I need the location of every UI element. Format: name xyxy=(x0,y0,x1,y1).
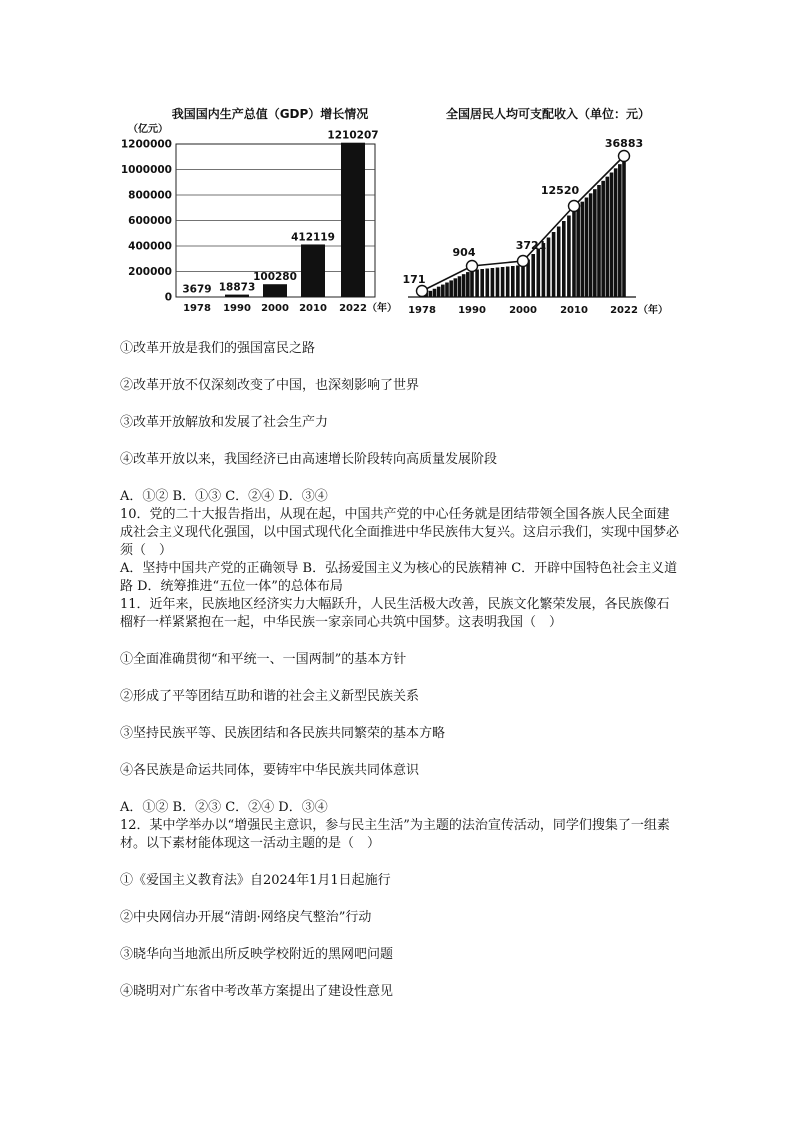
income-x-tick-label: 2010 xyxy=(560,305,588,316)
q11-option-1: ①全面准确贯彻“和平统一、一国两制”的基本方针 xyxy=(120,652,407,667)
income-year-bar xyxy=(470,270,474,297)
q9-option-3: ③改革开放解放和发展了社会生产力 xyxy=(120,415,329,430)
income-chart-title: 全国居民人均可支配收入（单位：元） xyxy=(445,107,651,121)
income-year-bar xyxy=(458,276,462,297)
income-year-bar xyxy=(606,177,610,297)
income-data-point xyxy=(417,286,428,297)
income-year-bar xyxy=(429,291,433,297)
q12-option-3: ③晓华向当地派出所反映学校附近的黑网吧问题 xyxy=(120,947,394,962)
income-year-bar xyxy=(501,267,505,297)
gdp-chart-title: 我国国内生产总值（GDP）增长情况 xyxy=(171,107,369,121)
income-year-bar xyxy=(572,210,576,297)
income-year-bar xyxy=(576,206,580,297)
income-year-bar xyxy=(441,285,445,297)
q9-option-1: ①改革开放是我们的强国富民之路 xyxy=(120,341,316,356)
income-year-bar xyxy=(601,181,605,297)
income-year-bar xyxy=(491,268,495,297)
income-x-tick-label: 1978 xyxy=(408,305,436,316)
question-12 xyxy=(120,817,680,1001)
income-data-point xyxy=(619,151,630,162)
gdp-bar xyxy=(263,284,287,297)
income-year-bar xyxy=(622,160,626,297)
q11-stem: 11．近年来，民族地区经济实力大幅跃升，人民生活极大改善，民族文化繁荣发展，各民族像石榴籽一样紧紧抱在一起，中华民族一家亲同心共筑中国梦。这表明我国（ ） xyxy=(120,597,670,630)
question-10 xyxy=(120,506,680,596)
income-data-label: 3721 xyxy=(515,239,547,252)
q12-option-1: ①《爱国主义教育法》自2024年1月1日起施行 xyxy=(120,873,391,888)
q10-stem: 10．党的二十大报告指出，从现在起，中国共产党的中心任务就是团结带领全国各族人民全面建成社会主义现代化强国，以中国式现代化全面推进中华民族伟大复兴。这启示我们，实现中国梦必须（ ） xyxy=(120,507,680,558)
gdp-bar-chart xyxy=(121,106,397,314)
q12-stem: 12．某中学举办以“增强民主意识，参与民主生活”为主题的法治宣传活动，同学们搜集了一组素材。以下素材能体现这一活动主题的是（ ） xyxy=(120,818,670,851)
income-year-bar xyxy=(486,269,490,298)
income-year-bar xyxy=(552,232,556,297)
income-year-bar xyxy=(618,164,622,297)
income-x-tick-label: 1990 xyxy=(458,305,486,316)
gdp-bar xyxy=(341,143,365,297)
gdp-x-tick-label: 2000 xyxy=(261,303,289,314)
income-year-bar xyxy=(506,267,510,298)
gdp-y-axis-label: （亿元） xyxy=(128,124,168,135)
income-year-bar xyxy=(480,269,484,297)
gdp-y-tick-label: 0 xyxy=(164,291,172,304)
q9-option-4: ④改革开放以来，我国经济已由高速增长阶段转向高质量发展阶段 xyxy=(120,452,498,467)
income-data-point xyxy=(569,201,580,212)
income-year-bar xyxy=(445,283,449,298)
income-year-bar xyxy=(581,202,585,297)
income-year-bar xyxy=(562,221,566,297)
gdp-data-label: 412119 xyxy=(291,231,335,244)
income-x-tick-label: 2022 xyxy=(610,305,638,316)
q11-option-4: ④各民族是命运共同体，要铸牢中华民族共同体意识 xyxy=(120,763,420,778)
gdp-x-axis-label: （年） xyxy=(367,303,397,314)
income-data-point xyxy=(467,261,478,272)
gdp-y-tick-label: 400000 xyxy=(128,240,172,253)
income-year-bar xyxy=(531,254,535,297)
gdp-y-tick-label: 800000 xyxy=(128,189,172,202)
income-year-bar xyxy=(496,268,500,298)
gdp-bar xyxy=(301,244,325,297)
gdp-data-label: 1210207 xyxy=(327,129,379,142)
gdp-x-tick-label: 2022 xyxy=(339,303,367,314)
gdp-x-tick-label: 1990 xyxy=(223,303,251,314)
income-year-bar xyxy=(437,287,441,297)
income-year-bar xyxy=(589,193,593,297)
question-content xyxy=(120,340,680,1020)
income-x-axis-label: （年） xyxy=(638,305,668,316)
income-data-label: 171 xyxy=(402,273,426,286)
question-11 xyxy=(120,596,680,817)
income-year-bar xyxy=(557,227,561,298)
income-year-bar xyxy=(521,265,525,297)
income-year-bar xyxy=(466,272,470,297)
income-year-bar xyxy=(511,266,515,297)
income-year-bar xyxy=(610,173,614,298)
income-data-label: 12520 xyxy=(540,184,580,197)
gdp-data-label: 100280 xyxy=(253,271,297,284)
gdp-bar xyxy=(225,295,249,297)
gdp-y-tick-label: 1000000 xyxy=(120,164,172,176)
income-year-bar xyxy=(449,280,453,297)
income-data-label: 36883 xyxy=(604,137,644,150)
income-bar-chart xyxy=(403,106,668,316)
q11-answer-choices: A．①② B．②③ C．②④ D．③④ xyxy=(120,800,328,815)
q9-options xyxy=(120,340,680,506)
q10-answer-choices: A．坚持中国共产党的正确领导 B．弘扬爱国主义为核心的民族精神 C．开辟中国特色社会主义道路 D．统筹推进“五位一体”的总体布局 xyxy=(120,561,678,594)
q11-option-3: ③坚持民族平等、民族团结和各民族共同繁荣的基本方略 xyxy=(120,726,446,741)
q11-option-2: ②形成了平等团结互助和谐的社会主义新型民族关系 xyxy=(120,689,420,704)
gdp-x-tick-label: 2010 xyxy=(299,303,327,314)
gdp-data-label: 3679 xyxy=(182,283,212,296)
income-year-bar xyxy=(454,278,458,297)
income-year-bar xyxy=(567,216,571,298)
income-year-bar xyxy=(475,270,479,298)
q9-option-2: ②改革开放不仅深刻改变了中国，也深刻影响了世界 xyxy=(120,378,420,393)
income-year-bar xyxy=(614,168,618,297)
gdp-y-tick-label: 1200000 xyxy=(120,138,172,151)
income-year-bar xyxy=(547,238,551,298)
income-year-bar xyxy=(462,274,466,297)
charts-figure xyxy=(0,0,794,330)
income-year-bar xyxy=(593,189,597,297)
income-x-tick-label: 2000 xyxy=(509,305,537,316)
income-year-bar xyxy=(537,249,541,298)
income-year-bar xyxy=(433,289,437,297)
gdp-data-label: 18873 xyxy=(218,281,256,294)
income-year-bar xyxy=(597,185,601,297)
income-year-bar xyxy=(516,266,520,298)
gdp-x-tick-label: 1978 xyxy=(183,303,211,314)
q9-answer-choices: A．①② B．①③ C．②④ D．③④ xyxy=(120,489,328,504)
q12-option-4: ④晓明对广东省中考改革方案提出了建设性意见 xyxy=(120,984,394,999)
gdp-y-tick-label: 600000 xyxy=(128,215,172,227)
gdp-y-tick-label: 200000 xyxy=(128,266,172,278)
q12-option-2: ②中央网信办开展“清朗·网络戾气整治”行动 xyxy=(120,910,372,925)
income-data-point xyxy=(518,256,529,267)
income-data-label: 904 xyxy=(452,246,476,259)
income-year-bar xyxy=(585,198,589,298)
